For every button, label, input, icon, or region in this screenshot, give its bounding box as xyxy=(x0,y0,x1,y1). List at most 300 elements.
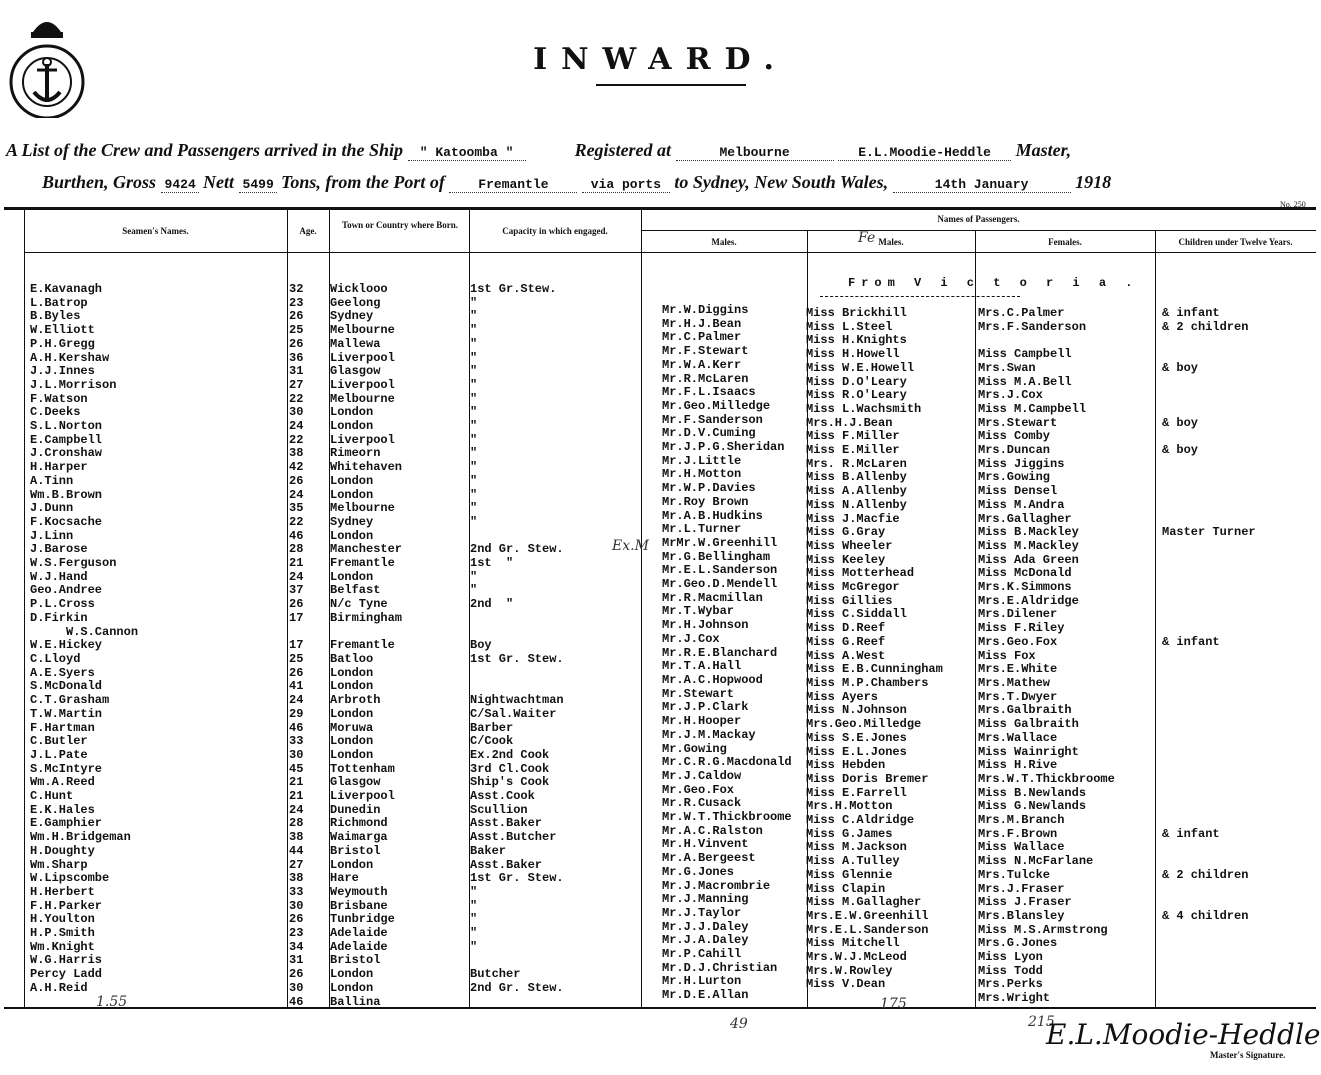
female-passenger: Miss M.Gallagher xyxy=(806,895,922,910)
female-passenger: Miss J.Macfie xyxy=(806,511,900,526)
crew-name: F.Hartman xyxy=(30,720,95,735)
crew-capacity-column xyxy=(470,283,564,1009)
female-passenger: Mrs.Dilener xyxy=(978,607,1058,622)
female-passenger: Miss L.Wachsmith xyxy=(806,401,922,416)
female-passenger: Miss E.Farrell xyxy=(806,785,907,800)
female-passenger: Miss Fox xyxy=(978,648,1036,663)
children-entry xyxy=(1162,622,1256,636)
crew-name: E.Kavanagh xyxy=(30,282,103,296)
male-passenger: Mr.F.Stewart xyxy=(662,344,749,359)
female-passenger: Miss C.Siddall xyxy=(806,607,907,622)
male-passenger: Mr.W.P.Davies xyxy=(662,481,756,496)
crew-town: Adelaide xyxy=(330,939,388,954)
children-entry xyxy=(1162,581,1256,595)
male-passenger: Mr.A.B.Hudkins xyxy=(662,508,763,523)
crew-capacity: " xyxy=(470,405,478,420)
crew-capacity xyxy=(470,626,564,640)
crew-name: C.Butler xyxy=(30,734,88,749)
crew-age: 30 xyxy=(289,980,304,995)
female-passenger: Miss Gillies xyxy=(806,593,893,608)
crew-town: London xyxy=(330,679,374,694)
crew-town: Rimeorn xyxy=(330,446,381,461)
female-passenger: Miss M.P.Chambers xyxy=(806,675,929,690)
crew-name: J.J.Innes xyxy=(30,364,95,379)
children-entry xyxy=(1162,718,1256,732)
crew-age: 24 xyxy=(289,802,304,817)
crew-capacity: 1st Gr.Stew. xyxy=(470,282,557,296)
crew-name: P.H.Gregg xyxy=(30,336,95,351)
children-entry xyxy=(1162,677,1256,691)
male-passenger: Mr.D.E.Allan xyxy=(662,988,749,1003)
crew-name: C.Deeks xyxy=(30,405,81,420)
crew-age: 37 xyxy=(289,583,304,598)
female-passenger: Miss Wheeler xyxy=(806,538,893,553)
crew-age: 24 xyxy=(289,419,304,434)
children-entry xyxy=(1162,471,1256,485)
female-passenger: Miss Campbell xyxy=(978,347,1072,362)
table-bottom-rule xyxy=(4,1007,1316,1009)
crew-town: Liverpool xyxy=(330,350,395,365)
crew-name: F.Watson xyxy=(30,391,88,406)
male-passenger: Mr.C.R.G.Macdonald xyxy=(662,755,792,770)
female-passenger: Miss G.Gray xyxy=(806,525,886,540)
crew-age xyxy=(289,626,303,640)
crew-name: S.McDonald xyxy=(30,679,103,694)
line2-text-d: to Sydney, New South Wales, xyxy=(674,172,889,192)
crew-name: H.Youlton xyxy=(30,912,95,927)
crew-age: 17 xyxy=(289,610,304,625)
crew-name: J.L.Pate xyxy=(30,747,88,762)
arrival-year: 1918 xyxy=(1075,172,1112,192)
header-passengers: Names of Passengers. xyxy=(937,214,1020,224)
crew-capacity xyxy=(470,667,564,681)
male-passenger: Mr.J.J.Daley xyxy=(662,919,749,934)
female-passenger: Mrs.Gowing xyxy=(978,470,1051,485)
female-passenger: Miss Doris Bremer xyxy=(806,771,929,786)
pencil-count-sig: 215 xyxy=(1028,1014,1055,1030)
female-passenger: Miss E.Miller xyxy=(806,443,900,458)
crew-capacity: 1st Gr. Stew. xyxy=(470,871,564,886)
crew-capacity: 2nd Gr. Stew. xyxy=(470,980,564,995)
crew-age: 30 xyxy=(289,747,304,762)
crew-age: 28 xyxy=(289,816,304,831)
crew-town: N/c Tyne xyxy=(330,597,388,612)
registered-port: Melbourne xyxy=(676,145,834,161)
male-passenger: Mr.G.Jones xyxy=(662,864,735,879)
female-passenger: Miss D.Reef xyxy=(806,621,886,636)
line1-text-b: Registered at xyxy=(574,140,672,160)
ship-name: " Katoomba " xyxy=(408,145,526,161)
form-number: No. 250 xyxy=(1280,200,1306,209)
female-passengers-left-column xyxy=(806,307,943,992)
header-line-2 xyxy=(42,172,1312,193)
female-passenger: Miss Comby xyxy=(978,429,1051,444)
crew-capacity: " xyxy=(470,473,478,488)
crew-town: Richmond xyxy=(330,816,388,831)
children-entry xyxy=(1162,704,1256,718)
crew-capacity: " xyxy=(470,912,478,927)
male-passenger: Mr.Geo.D.Mendell xyxy=(662,577,778,592)
crew-name: A.E.Syers xyxy=(30,665,95,680)
crew-town: Mallewa xyxy=(330,336,381,351)
crew-age: 30 xyxy=(289,405,304,420)
table-top-rule xyxy=(4,207,1316,210)
male-passenger: Mr.H.Johnson xyxy=(662,618,749,633)
female-passenger: Miss H.Howell xyxy=(806,347,900,362)
children-column xyxy=(1162,307,1256,924)
crew-name: T.W.Martin xyxy=(30,706,103,721)
pencil-count-crew: 1.55 xyxy=(96,994,128,1010)
children-entry xyxy=(1162,800,1256,814)
female-passenger: Miss J.Fraser xyxy=(978,895,1072,910)
crew-capacity: " xyxy=(470,446,478,461)
male-passenger: Mr.Roy Brown xyxy=(662,494,749,509)
crew-town: London xyxy=(330,665,374,680)
crew-town: Sydney xyxy=(330,309,374,324)
crew-age: 36 xyxy=(289,350,304,365)
crew-age: 44 xyxy=(289,843,304,858)
crew-town: London xyxy=(330,857,374,872)
female-passenger: Mrs.F.Sanderson xyxy=(978,319,1087,334)
crew-capacity: " xyxy=(470,926,478,941)
crew-capacity: Baker xyxy=(470,843,507,858)
crew-age: 42 xyxy=(289,460,304,475)
signature-label: Master's Signature. xyxy=(1210,1050,1286,1060)
crew-town: Hare xyxy=(330,871,359,886)
crew-capacity: " xyxy=(470,377,478,392)
crew-town: Glasgow xyxy=(330,364,381,379)
crew-capacity: " xyxy=(470,350,478,365)
female-passenger: Mrs.M.Branch xyxy=(978,813,1065,828)
crew-name: W.S.Cannon xyxy=(30,624,139,639)
female-passenger: Mrs.E.Aldridge xyxy=(978,593,1079,608)
crew-town: London xyxy=(330,487,374,502)
crew-town: Liverpool xyxy=(330,377,395,392)
header-children: Children under Twelve Years. xyxy=(1178,237,1293,247)
crew-capacity xyxy=(470,996,564,1010)
crew-capacity: " xyxy=(470,514,478,529)
female-passenger: Miss V.Dean xyxy=(806,977,886,992)
male-passenger: Mr.D.J.Christian xyxy=(662,960,778,975)
female-passenger: Mrs.Duncan xyxy=(978,443,1051,458)
male-passenger: Mr.H.J.Bean xyxy=(662,316,742,331)
crew-capacity xyxy=(470,954,564,968)
crew-age: 26 xyxy=(289,336,304,351)
master-signature: E.L.Moodie-Heddle xyxy=(1046,1018,1321,1051)
female-passenger: Miss Todd xyxy=(978,963,1043,978)
children-entry xyxy=(1162,608,1256,622)
crew-name: J.Cronshaw xyxy=(30,446,103,461)
crew-name: W.S.Ferguson xyxy=(30,556,117,571)
crew-age: 45 xyxy=(289,761,304,776)
crew-age: 28 xyxy=(289,542,304,557)
crew-capacity: " xyxy=(470,501,478,516)
crew-name: H.Herbert xyxy=(30,884,95,899)
crew-name: W.Elliott xyxy=(30,323,95,338)
crew-town: Sydney xyxy=(330,514,374,529)
male-passenger: Mr.J.Taylor xyxy=(662,905,742,920)
crew-name: E.Campbell xyxy=(30,432,103,447)
crew-town: London xyxy=(330,569,374,584)
crew-name: S.McIntyre xyxy=(30,761,103,776)
female-passenger: Mrs.E.White xyxy=(978,662,1058,677)
female-passenger: Mrs.J.Fraser xyxy=(978,881,1065,896)
male-passenger: Mr.J.P.Clark xyxy=(662,700,749,715)
col-rule xyxy=(641,210,642,1007)
header-town: Town or Country where Born. xyxy=(341,220,459,230)
children-entry: Master Turner xyxy=(1162,525,1256,540)
children-entry: & 4 children xyxy=(1162,908,1249,923)
crew-age: 22 xyxy=(289,391,304,406)
crew-town: Manchester xyxy=(330,542,403,557)
children-entry xyxy=(1162,595,1256,609)
crew-town: Bristol xyxy=(330,843,381,858)
gross-tons: 9424 xyxy=(161,177,199,193)
children-entry xyxy=(1162,485,1256,499)
crew-capacity: C/Sal.Waiter xyxy=(470,706,557,721)
crew-age: 30 xyxy=(289,898,304,913)
female-passenger: Mrs.Tulcke xyxy=(978,867,1051,882)
children-entry xyxy=(1162,348,1256,362)
male-passenger: Mr.F.L.Isaacs xyxy=(662,385,756,400)
crew-age: 25 xyxy=(289,323,304,338)
children-entry xyxy=(1162,499,1256,513)
male-passenger: Mr.T.Wybar xyxy=(662,604,735,619)
female-passenger: Miss Mitchell xyxy=(806,936,900,951)
line2-text-a: Burthen, Gross xyxy=(42,172,157,192)
male-passenger: Mr.J.Cox xyxy=(662,631,720,646)
female-passenger: Mrs.Mathew xyxy=(978,675,1051,690)
crew-capacity: Barber xyxy=(470,720,514,735)
children-entry: & infant xyxy=(1162,306,1220,320)
female-passenger: Miss C.Aldridge xyxy=(806,813,915,828)
crew-name: A.H.Kershaw xyxy=(30,350,110,365)
female-passenger: Miss R.O'Leary xyxy=(806,388,907,403)
crew-age: 26 xyxy=(289,309,304,324)
crew-name: J.Linn xyxy=(30,528,74,543)
crew-capacity: " xyxy=(470,898,478,913)
via-ports: via ports xyxy=(582,177,670,193)
children-entry: & infant xyxy=(1162,634,1220,649)
crew-age: 46 xyxy=(289,528,304,543)
crew-age: 38 xyxy=(289,446,304,461)
children-entry xyxy=(1162,334,1256,348)
male-passenger: Mr.H.Hooper xyxy=(662,714,742,729)
children-entry xyxy=(1162,430,1256,444)
crew-age: 24 xyxy=(289,693,304,708)
children-entry: & 2 children xyxy=(1162,867,1249,882)
header-line-1 xyxy=(6,140,1316,161)
crew-age: 17 xyxy=(289,638,304,653)
crew-town: Melbourne xyxy=(330,391,395,406)
crew-age: 34 xyxy=(289,939,304,954)
female-passenger: Miss N.Allenby xyxy=(806,497,907,512)
male-passenger: Mr.Geo.Milledge xyxy=(662,398,771,413)
crew-name: H.Doughty xyxy=(30,843,95,858)
crew-name: C.Lloyd xyxy=(30,651,81,666)
female-passenger: Miss A.West xyxy=(806,648,886,663)
crew-name: W.E.Hickey xyxy=(30,638,103,653)
crew-name: F.Kocsache xyxy=(30,514,103,529)
children-entry xyxy=(1162,540,1256,554)
female-passenger: Miss G.Reef xyxy=(806,634,886,649)
header-seamen: Seamen's Names. xyxy=(122,226,189,236)
crew-town: Fremantle xyxy=(330,556,395,571)
children-entry xyxy=(1162,691,1256,705)
female-passenger: Miss S.E.Jones xyxy=(806,730,907,745)
crew-age: 24 xyxy=(289,569,304,584)
crew-name: D.Firkin xyxy=(30,610,88,625)
female-passenger: Miss G.James xyxy=(806,826,893,841)
header-rule xyxy=(641,230,1316,231)
crew-age: 32 xyxy=(289,282,304,296)
male-passenger: Mr.J.P.G.Sheridan xyxy=(662,440,785,455)
female-passenger: Miss Galbraith xyxy=(978,717,1079,732)
pencil-count-mid: 49 xyxy=(730,1016,748,1032)
children-entry xyxy=(1162,883,1256,897)
crew-capacity: " xyxy=(470,364,478,379)
male-passenger: Mr.T.A.Hall xyxy=(662,659,742,674)
female-passenger: Miss G.Newlands xyxy=(978,799,1087,814)
line1-text-a: A List of the Crew and Passengers arrived in the Ship xyxy=(6,140,404,160)
crew-capacity: " xyxy=(470,487,478,502)
crew-name: J.L.Morrison xyxy=(30,377,117,392)
female-passenger: Mrs.E.L.Sanderson xyxy=(806,922,929,937)
female-passenger: Miss Glennie xyxy=(806,867,893,882)
crew-capacity: Asst.Baker xyxy=(470,816,543,831)
female-passenger: Mrs.Perks xyxy=(978,977,1043,992)
female-passenger: Miss F.Riley xyxy=(978,621,1065,636)
crew-age: 26 xyxy=(289,967,304,982)
female-passenger: Mrs.H.Motton xyxy=(806,799,893,814)
crew-town: Belfast xyxy=(330,583,381,598)
female-passenger: Miss Ayers xyxy=(806,689,879,704)
crew-age: 26 xyxy=(289,665,304,680)
crew-capacity: Nightwachtman xyxy=(470,693,564,708)
crew-capacity: 3rd Cl.Cook xyxy=(470,761,550,776)
nett-tons: 5499 xyxy=(239,177,277,193)
crew-age: 21 xyxy=(289,556,304,571)
crew-capacity: " xyxy=(470,391,478,406)
crew-age: 33 xyxy=(289,884,304,899)
crew-town: Liverpool xyxy=(330,789,395,804)
female-passenger: Miss W.E.Howell xyxy=(806,360,915,375)
female-passenger: Mrs.Wallace xyxy=(978,730,1058,745)
col-rule xyxy=(975,230,976,1007)
crew-capacity: Boy xyxy=(470,638,492,653)
crew-town: London xyxy=(330,419,374,434)
crew-capacity: C/Cook xyxy=(470,734,514,749)
male-passenger: Mr.H.Vinvent xyxy=(662,837,749,852)
header-females-left: Males. xyxy=(878,237,904,247)
male-passenger: Mr.P.Cahill xyxy=(662,947,742,962)
male-passenger: Mr.W.A.Kerr xyxy=(662,357,742,372)
crew-capacity: Asst.Butcher xyxy=(470,830,557,845)
children-entry xyxy=(1162,759,1256,773)
children-entry xyxy=(1162,773,1256,787)
crew-name: C.T.Grasham xyxy=(30,693,110,708)
header-rule xyxy=(24,252,1316,253)
crew-towns-column xyxy=(330,283,402,1009)
female-passenger: Miss N.Johnson xyxy=(806,703,907,718)
crew-name: F.H.Parker xyxy=(30,898,103,913)
female-passenger: Mrs.G.Jones xyxy=(978,936,1058,951)
crew-name: W.Lipscombe xyxy=(30,871,110,886)
crew-capacity: " xyxy=(470,432,478,447)
female-passenger: Miss Ada Green xyxy=(978,552,1079,567)
male-passenger: Mr.Geo.Fox xyxy=(662,782,735,797)
female-passenger: Miss H.Rive xyxy=(978,758,1058,773)
crew-town: London xyxy=(330,980,374,995)
male-passenger: MrMr.W.Greenhill xyxy=(662,535,778,550)
crew-name: J.Dunn xyxy=(30,501,74,516)
children-entry: & infant xyxy=(1162,826,1220,841)
master-name: E.L.Moodie-Heddle xyxy=(838,145,1011,161)
crew-town xyxy=(330,626,402,640)
crew-capacity: " xyxy=(470,309,478,324)
male-passengers-column xyxy=(662,304,792,1003)
male-passenger: Mr.Stewart xyxy=(662,686,735,701)
crew-name: B.Byles xyxy=(30,309,81,324)
crew-age: 31 xyxy=(289,364,304,379)
female-passenger: Miss Brickhill xyxy=(806,306,907,320)
children-entry xyxy=(1162,554,1256,568)
female-passenger: Mrs.Galbraith xyxy=(978,703,1072,718)
crew-town: London xyxy=(330,405,374,420)
female-passenger: Mrs.C.Palmer xyxy=(978,306,1065,320)
female-passenger: Mrs.T.Dwyer xyxy=(978,689,1058,704)
crew-name: Wm.A.Reed xyxy=(30,775,95,790)
crew-capacity: 2nd Gr. Stew. xyxy=(470,542,564,557)
crew-name: Wm.B.Brown xyxy=(30,487,103,502)
children-entry: & boy xyxy=(1162,443,1199,458)
female-passenger: Miss H.Knights xyxy=(806,333,907,348)
crew-name: Geo.Andree xyxy=(30,583,103,598)
col-rule xyxy=(287,210,288,1007)
crew-town: London xyxy=(330,528,374,543)
female-passenger: Miss Clapin xyxy=(806,881,886,896)
female-passenger: Miss Wallace xyxy=(978,840,1065,855)
crew-town: Dunedin xyxy=(330,802,381,817)
children-entry xyxy=(1162,663,1256,677)
children-entry xyxy=(1162,389,1256,403)
male-passenger: Mr.C.Palmer xyxy=(662,330,742,345)
crew-name: E.K.Hales xyxy=(30,802,95,817)
crew-age: 27 xyxy=(289,377,304,392)
crew-age: 27 xyxy=(289,857,304,872)
crew-town: Bristol xyxy=(330,953,381,968)
children-entry xyxy=(1162,650,1256,664)
crew-age: 22 xyxy=(289,432,304,447)
crew-age: 46 xyxy=(289,720,304,735)
arrival-date: 14th January xyxy=(893,177,1071,193)
female-passenger: Miss Keeley xyxy=(806,552,886,567)
crew-capacity: " xyxy=(470,323,478,338)
female-passenger: Mrs.E.W.Greenhill xyxy=(806,908,929,923)
female-passenger: Miss M.S.Armstrong xyxy=(978,922,1108,937)
crew-age: 21 xyxy=(289,789,304,804)
from-victoria-heading: From V i c t o r i a . xyxy=(848,276,1139,290)
crew-town: Ballina xyxy=(330,994,381,1009)
crew-capacity: Ship's Cook xyxy=(470,775,550,790)
male-passenger: Mr.E.L.Sanderson xyxy=(662,563,778,578)
crew-age: 35 xyxy=(289,501,304,516)
female-passengers-column xyxy=(978,307,1115,1006)
female-passenger: Mrs.Stewart xyxy=(978,415,1058,430)
female-passenger xyxy=(978,334,1115,348)
male-passenger: Mr.F.Sanderson xyxy=(662,412,763,427)
children-entry xyxy=(1162,787,1256,801)
